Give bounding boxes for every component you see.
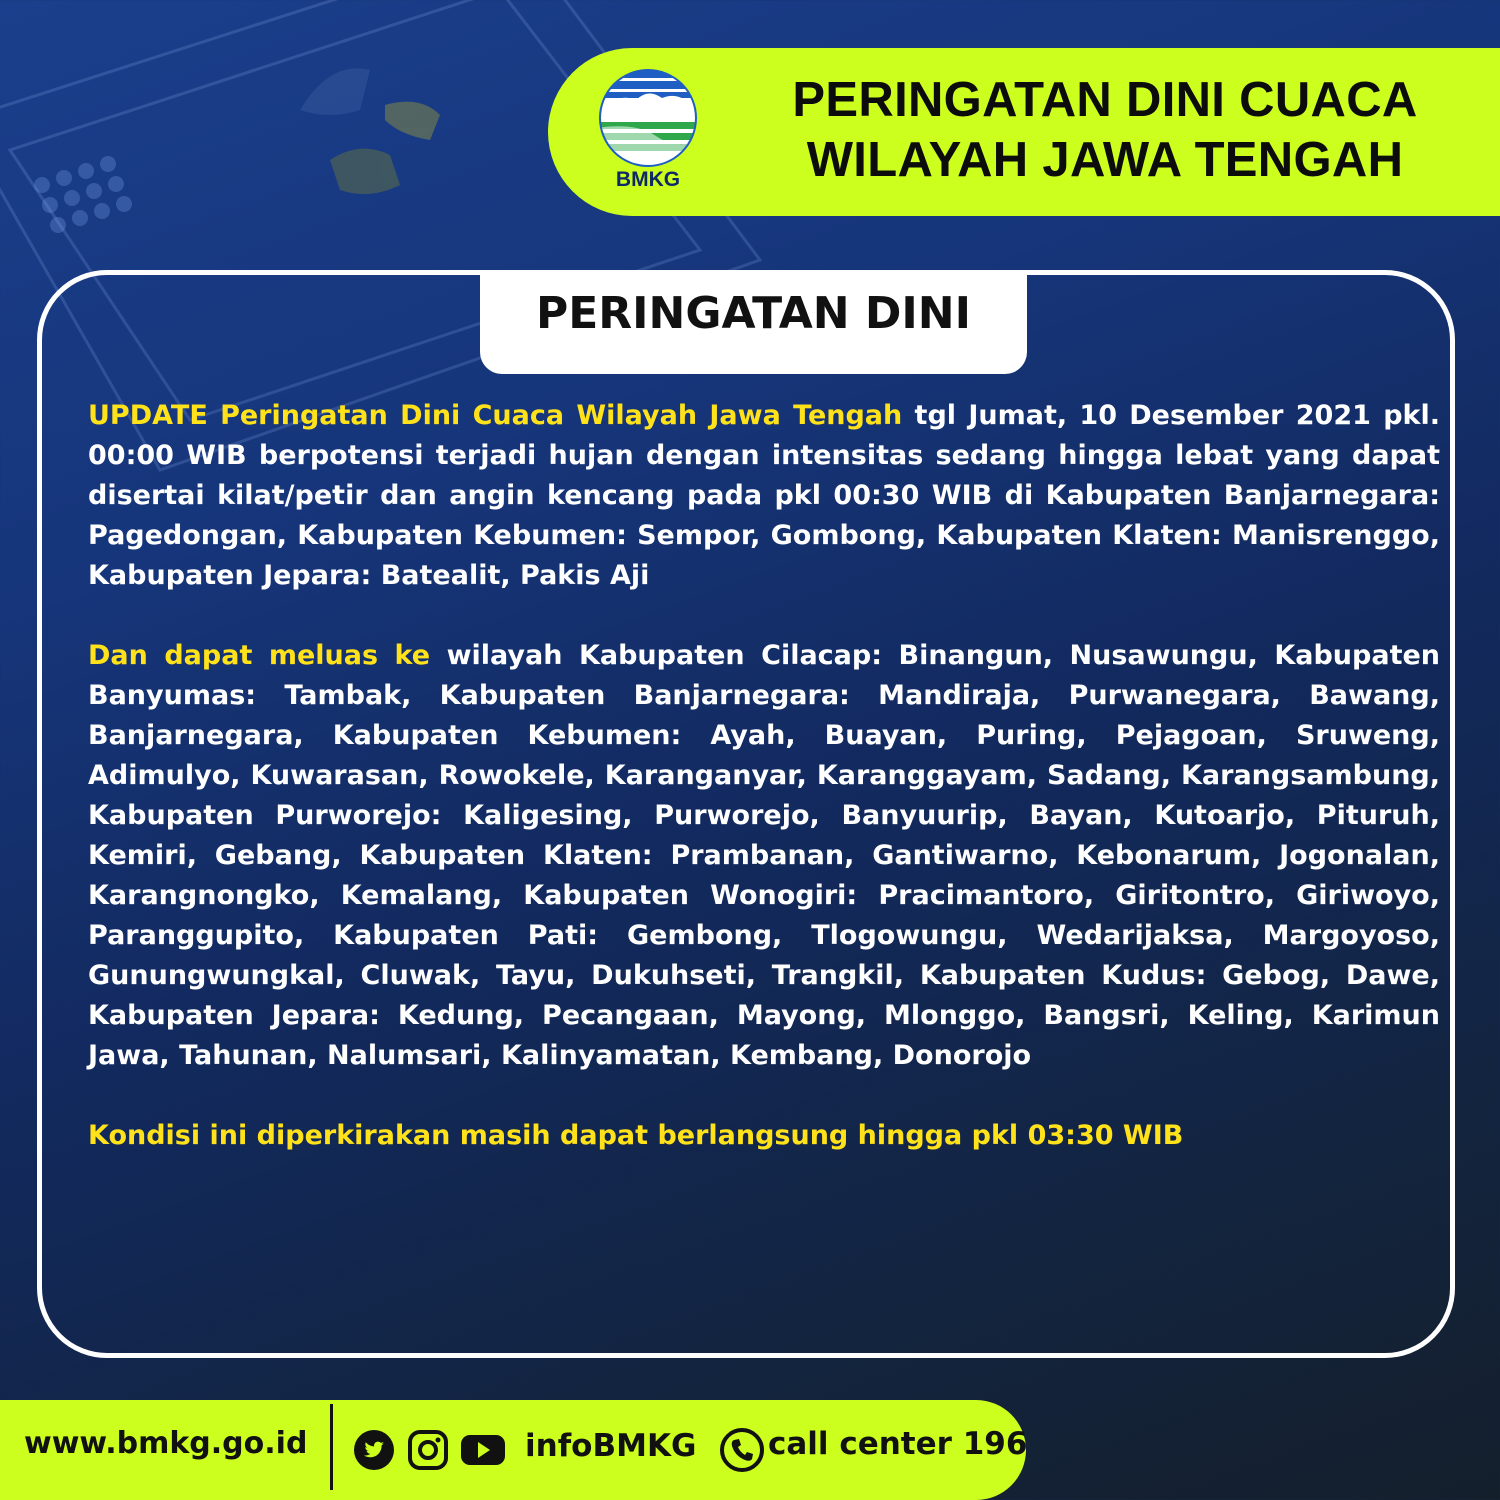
update-text: tgl Jumat, 10 Desember 2021 pkl. 00:00 WIB berpotensi terjadi hujan dengan intensitas sedang hingga lebat yang dapat disertai kilat/petir dan angin kencang pada pkl 00:30 WIB di Kabupaten Banjarnegara: Pagedongan, Kabupaten Kebumen: Sempor, Gombong, Kabupaten Klaten: Manisrenggo, Kabupaten Jepara: Batealit, Pakis Aji [88, 400, 1440, 591]
title-line-2: WILAYAH JAWA TENGAH [806, 133, 1404, 187]
call-center[interactable]: call center 196 [768, 1426, 1028, 1462]
twitter-icon[interactable] [353, 1429, 395, 1471]
paragraph-expansion [88, 636, 1440, 1076]
paragraph-update [88, 396, 1440, 596]
update-highlight: UPDATE Peringatan Dini Cuaca Wilayah Jawa Tengah [88, 400, 903, 431]
expansion-highlight: Dan dapat meluas ke [88, 640, 431, 671]
social-handle[interactable]: infoBMKG [525, 1428, 697, 1464]
page-title [740, 70, 1470, 190]
instagram-icon[interactable] [407, 1429, 449, 1471]
warning-body [88, 396, 1440, 1196]
footer-divider [330, 1404, 333, 1490]
paragraph-duration [88, 1116, 1440, 1156]
card-title: PERINGATAN DINI [535, 288, 971, 339]
bmkg-logo [596, 66, 700, 194]
duration-highlight: Kondisi ini diperkirakan masih dapat berlangsung hingga pkl 03:30 WIB [88, 1120, 1184, 1151]
youtube-icon[interactable] [460, 1429, 506, 1471]
title-line-1: PERINGATAN DINI CUACA [792, 73, 1418, 127]
website-link[interactable]: www.bmkg.go.id [24, 1426, 308, 1461]
logo-text: BMKG [615, 168, 681, 191]
phone-icon [720, 1428, 764, 1472]
expansion-text: wilayah Kabupaten Cilacap: Binangun, Nusawungu, Kabupaten Banyumas: Tambak, Kabupaten Banjarnegara: Mandiraja, Purwanegara, Bawang, Banjarnegara, Kabupaten Kebumen: Ayah, Buayan, Puring, Pejagoan, Sruweng, Adimulyo, Kuwarasan, Rowokele, Karanganyar, Karanggayam, Sadang, Karangsambung, Kabupaten Purworejo: Kaligesing, Purworejo, Banyuurip, Bayan, Kutoarjo, Pituruh, Kemiri, Gebang, Kabupaten Klaten: Prambanan, Gantiwarno, Kebonarum, Jogonalan, Karangnongko, Kemalang, Kabupaten Wonogiri: Pracimantoro, Giritontro, Giriwoyo, Paranggupito, Kabupaten Pati: Gembong, Tlogowungu, Wedarijaksa, Margoyoso, Gunungwungkal, Cluwak, Tayu, Dukuhseti, Trangkil, Kabupaten Kudus: Gebog, Dawe, Kabupaten Jepara: Kedung, Pecangaan, Mayong, Mlonggo, Bangsri, Keling, Karimun Jawa, Tahunan, Nalumsari, Kalinyamatan, Kembang, Donorojo [88, 640, 1441, 1071]
bmkg-logo-icon [596, 66, 700, 170]
